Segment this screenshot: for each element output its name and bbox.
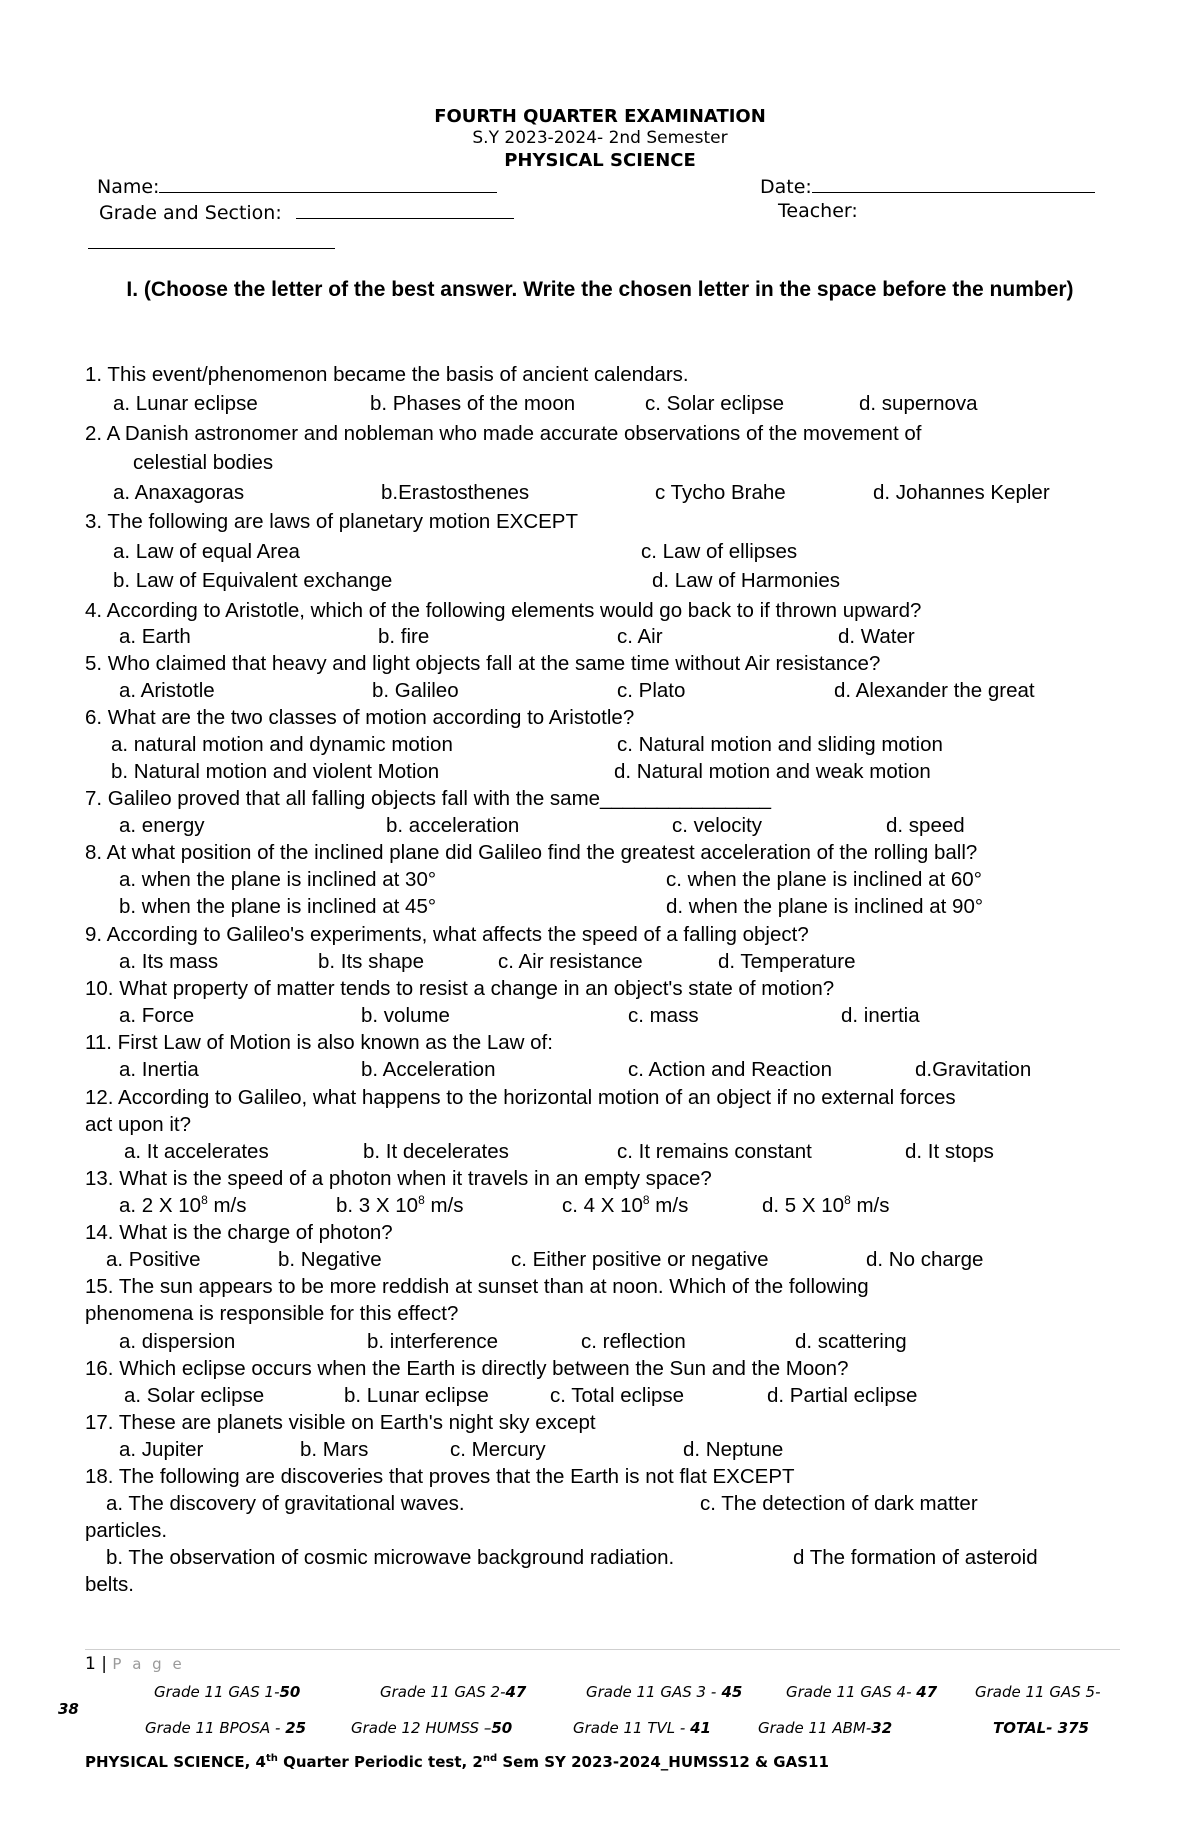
choice-1b: b. Phases of the moon [370,392,576,415]
tally-bposa: Grade 11 BPOSA - 25 [145,1719,307,1737]
choice-14a: a. Positive [106,1248,201,1271]
choice-6d: d. Natural motion and weak motion [614,760,931,783]
choice-16c: c. Total eclipse [550,1384,685,1407]
choice-18c: c. The detection of dark matter [700,1492,978,1515]
teacher-field[interactable] [778,200,858,222]
question-4: 4. According to Aristotle, which of the following elements would go back to if thrown upward? [85,599,922,622]
choice-3a: a. Law of equal Area [113,540,300,563]
choice-5b: b. Galileo [372,679,459,702]
choice-7a: a. energy [119,814,205,837]
question-15: 15. The sun appears to be more reddish at sunset than at noon. Which of the following [85,1275,869,1298]
subject-title: PHYSICAL SCIENCE [504,150,696,171]
footer-divider [85,1649,1120,1650]
choice-1d: d. supernova [859,392,978,415]
choice-15c: c. reflection [581,1330,686,1353]
question-1: 1. This event/phenomenon became the basis of ancient calendars. [85,363,689,386]
choice-8a: a. when the plane is inclined at 30° [119,868,437,891]
choice-11d: d.Gravitation [915,1058,1032,1081]
choice-3d: d. Law of Harmonies [652,569,841,592]
choice-3c: c. Law of ellipses [641,540,798,563]
choice-10c: c. mass [628,1004,699,1027]
document-footer: PHYSICAL SCIENCE, 4th Quarter Periodic test, 2nd Sem SY 2023-2024_HUMSS12 & GAS11 [85,1753,829,1771]
choice-15b: b. interference [367,1330,499,1353]
choice-9d: d. Temperature [718,950,856,973]
choice-14c: c. Either positive or negative [511,1248,769,1271]
choice-10a: a. Force [119,1004,195,1027]
question-3: 3. The following are laws of planetary motion EXCEPT [85,510,579,533]
teacher-label: Teacher: [778,200,858,222]
choice-15d: d. scattering [795,1330,907,1353]
choice-5c: c. Plato [617,679,686,702]
choice-17c: c. Mercury [450,1438,546,1461]
question-10: 10. What property of matter tends to resist a change in an object's state of motion? [85,977,835,1000]
question-11: 11. First Law of Motion is also known as the Law of: [85,1031,553,1054]
teacher-blank[interactable] [88,248,335,249]
tally-gas1: Grade 11 GAS 1-50 [154,1683,301,1701]
tally-total: TOTAL- 375 [993,1719,1089,1737]
tally-humss: Grade 12 HUMSS –50 [351,1719,513,1737]
question-14: 14. What is the charge of photon? [85,1221,393,1244]
choice-4d: d. Water [838,625,915,648]
tally-gas3: Grade 11 GAS 3 - 45 [586,1683,743,1701]
choice-4b: b. fire [378,625,430,648]
choice-13c: c. 4 X $10^8$ m/s [562,1193,689,1217]
choice-14b: b. Negative [278,1248,382,1271]
choice-8c: c. when the plane is inclined at 60° [666,868,982,891]
exam-title: FOURTH QUARTER EXAMINATION [434,106,766,127]
school-year: S.Y 2023-2024- 2nd Semester [472,128,728,148]
question-5: 5. Who claimed that heavy and light objects fall at the same time without Air resistance? [85,652,881,675]
choice-18a: a. The discovery of gravitational waves. [106,1492,465,1515]
choice-12d: d. It stops [905,1140,994,1163]
question-7: 7. Galileo proved that all falling objects fall with the same_______________ [85,787,772,810]
question-2: 2. A Danish astronomer and nobleman who made accurate observations of the movement of [85,422,922,445]
question-12: 12. According to Galileo, what happens to the horizontal motion of an object if no external forces [85,1086,956,1109]
choice-18b: b. The observation of cosmic microwave background radiation. [106,1546,675,1569]
question-15-cont: phenomena is responsible for this effect? [85,1302,459,1325]
question-6: 6. What are the two classes of motion according to Aristotle? [85,706,635,729]
question-13: 13. What is the speed of a photon when it travels in an empty space? [85,1167,712,1190]
choice-12b: b. It decelerates [363,1140,509,1163]
choice-18d-cont: belts. [85,1573,134,1596]
tally-gas2: Grade 11 GAS 2-47 [380,1683,527,1701]
choice-13b: b. 3 X $10^8$ m/s [336,1193,464,1217]
date-field[interactable] [760,174,1095,198]
tally-gas4: Grade 11 GAS 4- 47 [786,1683,938,1701]
question-8: 8. At what position of the inclined plane did Galileo find the greatest acceleration of the rolling ball? [85,841,978,864]
choice-8d: d. when the plane is inclined at 90° [666,895,984,918]
choice-2a: a. Anaxagoras [113,481,245,504]
choice-12a: a. It accelerates [124,1140,269,1163]
choice-2c: c Tycho Brahe [655,481,786,504]
choice-11a: a. Inertia [119,1058,199,1081]
grade-section-blank[interactable] [296,200,514,219]
choice-6a: a. natural motion and dynamic motion [111,733,453,756]
choice-5d: d. Alexander the great [834,679,1035,702]
choice-7b: b. acceleration [386,814,520,837]
choice-12c: c. It remains constant [617,1140,812,1163]
choice-17d: d. Neptune [683,1438,784,1461]
name-label: Name: [97,176,160,198]
question-18: 18. The following are discoveries that proves that the Earth is not flat EXCEPT [85,1465,795,1488]
choice-3b: b. Law of Equivalent exchange [113,569,393,592]
choice-2d: d. Johannes Kepler [873,481,1050,504]
choice-10b: b. volume [361,1004,450,1027]
date-blank[interactable] [812,174,1095,193]
choice-7d: d. speed [886,814,965,837]
date-label: Date: [760,176,812,198]
choice-7c: c. velocity [672,814,762,837]
name-field[interactable] [97,174,497,198]
question-2-cont: celestial bodies [133,451,274,474]
choice-18c-cont: particles. [85,1519,168,1542]
name-blank[interactable] [159,174,497,193]
choice-9a: a. Its mass [119,950,219,973]
choice-11b: b. Acceleration [361,1058,496,1081]
choice-9b: b. Its shape [318,950,424,973]
grade-section-field[interactable] [99,200,514,224]
tally-gas5: Grade 11 GAS 5- [975,1683,1101,1701]
question-12-cont: act upon it? [85,1113,191,1136]
tally-tvl: Grade 11 TVL - 41 [573,1719,711,1737]
choice-5a: a. Aristotle [119,679,215,702]
choice-13d: d. 5 X $10^8$ m/s [762,1193,890,1217]
choice-4a: a. Earth [119,625,191,648]
choice-16a: a. Solar eclipse [124,1384,265,1407]
question-17: 17. These are planets visible on Earth's night sky except [85,1411,596,1434]
choice-8b: b. when the plane is inclined at 45° [119,895,437,918]
choice-16d: d. Partial eclipse [767,1384,918,1407]
choice-10d: d. inertia [841,1004,920,1027]
choice-1a: a. Lunar eclipse [113,392,258,415]
choice-6c: c. Natural motion and sliding motion [617,733,943,756]
grade-section-label: Grade and Section: [99,202,282,224]
choice-18d: d The formation of asteroid [793,1546,1038,1569]
tally-abm: Grade 11 ABM-32 [758,1719,893,1737]
tally-gas5-value: 38 [58,1700,79,1718]
choice-14d: d. No charge [866,1248,984,1271]
choice-16b: b. Lunar eclipse [344,1384,489,1407]
question-9: 9. According to Galileo's experiments, what affects the speed of a falling object? [85,923,809,946]
choice-6b: b. Natural motion and violent Motion [111,760,440,783]
choice-11c: c. Action and Reaction [628,1058,832,1081]
page-number: 1 | P a g e [85,1654,185,1674]
instructions: I. (Choose the letter of the best answer. Write the chosen letter in the space before the number) [126,278,1074,301]
question-16: 16. Which eclipse occurs when the Earth is directly between the Sun and the Moon? [85,1357,849,1380]
choice-1c: c. Solar eclipse [645,392,785,415]
choice-17b: b. Mars [300,1438,369,1461]
choice-15a: a. dispersion [119,1330,236,1353]
choice-17a: a. Jupiter [119,1438,204,1461]
choice-13a: a. 2 X $10^8$ m/s [119,1193,247,1217]
choice-9c: c. Air resistance [498,950,643,973]
choice-4c: c. Air [617,625,663,648]
choice-2b: b.Erastosthenes [381,481,530,504]
